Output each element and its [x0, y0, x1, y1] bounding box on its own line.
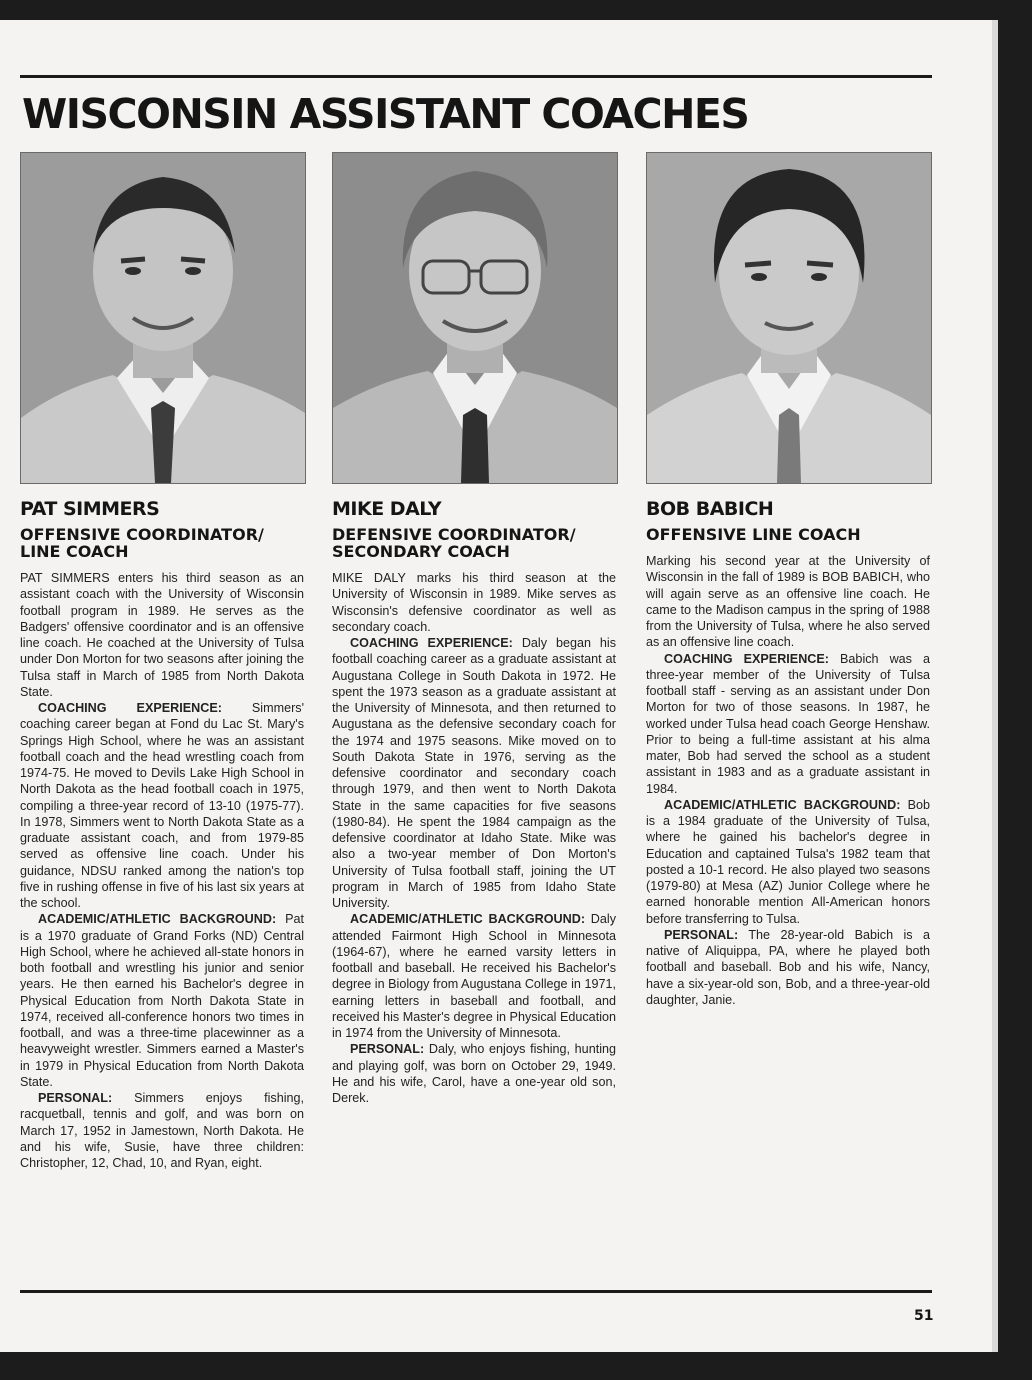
bio-intro: MIKE DALY marks his third season at the University of Wisconsin in 1989. Mike serves as Wisconsin's defensive coordinator as well as secondary coach. — [332, 571, 616, 634]
bio-coaching-label: COACHING EXPERIENCE: — [664, 651, 829, 666]
page-number: 51 — [914, 1308, 934, 1324]
coach-column-daly — [332, 152, 618, 1106]
bio-coaching-label: COACHING EXPERIENCE: — [38, 701, 222, 715]
bio-personal-label: PERSONAL: — [350, 1042, 425, 1057]
bio-academic-text: Daly attended Fairmont High School in Minnesota (1964-67), where he earned varsity letters in football and baseball. He received his Bachelor's degree in Biology from Augustana College in 1971, earning letters in baseball and football, and received his Master's degree in Physical Education in 1974 from the University of Minnesota. — [332, 912, 616, 1040]
bio-intro: Marking his second year at the University of Wisconsin in the fall of 1989 is BOB BABICH, who will again serve as an offensive line coach. He came to the Madison campus in the spring of 1988 from the University of Tulsa, where he also served as an offensive line coach. — [646, 554, 930, 650]
bio-academic-paragraph — [332, 911, 616, 1041]
bio-academic-label: ACADEMIC/ATHLETIC BACKGROUND: — [664, 797, 901, 812]
bio-intro: PAT SIMMERS enters his third season as an assistant coach with the University of Wisconsin football program in 1989. He serves as the Badgers' offensive coordinator and is an offensive line coach. He coached at the University of Tulsa under Don Morton for two seasons after joining the Tulsa staff in March of 1985 from North Dakota State. — [20, 571, 304, 699]
bio-personal-paragraph — [20, 1090, 304, 1171]
bio-personal-paragraph — [332, 1041, 616, 1106]
page-title: WISCONSIN ASSISTANT COACHES — [22, 90, 749, 138]
bio-academic-text: Bob is a 1984 graduate of the University of Tulsa, where he gained his bachelor's degree in Education and captained Tulsa's 1982 team that posted a 10-1 record. He also played two seasons (1979-80) at Mesa (AZ) Junior College where he earned honorable mention All-American honors before transferring to Tulsa. — [646, 797, 930, 926]
bio-personal-text: Simmers enjoys fishing, racquetball, tennis and golf, and was born on March 17, 1952 in Jamestown, North Dakota. He and his wife, Susie, have three children: Christopher, 12, Chad, 10, and Ryan, eight. — [20, 1091, 304, 1170]
coach-name: BOB BABICH — [646, 498, 774, 520]
coach-bio — [646, 553, 930, 1008]
coach-bio — [332, 570, 616, 1106]
top-rule — [20, 75, 932, 78]
coach-bio — [20, 570, 304, 1171]
bio-personal-label: PERSONAL: — [38, 1091, 113, 1105]
bio-coaching-paragraph — [332, 635, 616, 911]
bio-personal-paragraph — [646, 927, 930, 1008]
bio-coaching-label: COACHING EXPERIENCE: — [350, 636, 513, 650]
coach-name: MIKE DALY — [332, 498, 442, 520]
coach-column-babich — [646, 152, 932, 1008]
coach-photo-daly — [332, 152, 618, 484]
bio-coaching-paragraph — [20, 700, 304, 911]
coach-position: OFFENSIVE LINE COACH — [646, 525, 861, 544]
bio-academic-label: ACADEMIC/ATHLETIC BACKGROUND: — [38, 912, 277, 927]
bio-personal-text: Daly, who enjoys fishing, hunting and playing golf, was born on October 29, 1949. He and his wife, Carol, have a one-year old son, Derek. — [332, 1042, 616, 1105]
coach-column-simmers — [20, 152, 306, 1171]
bottom-rule — [20, 1290, 932, 1293]
page — [0, 20, 998, 1352]
coach-photo-babich — [646, 152, 932, 484]
bio-coaching-text: Daly began his football coaching career as a graduate assistant at Augustana College in South Dakota in 1972. He spent the 1973 season as a graduate assistant at the University of Minnesota, and then returned to Augustana as the defensive secondary coach for the 1974 and 1975 seasons. Mike moved on to South Dakota State in 1976, serving as the defensive coordinator and secondary coach through 1979, and then went to North Dakota State in the same capacities for five seasons (1980-84). He spent the 1984 campaign as the defensive coordinator at Idaho State. Mike was also a two-year member of Don Morton's University of Tulsa football staff, joining the UT program in March of 1985 from Idaho State University. — [332, 636, 616, 910]
coach-position: DEFENSIVE COORDINATOR/ SECONDARY COACH — [332, 525, 576, 561]
bio-academic-paragraph — [20, 911, 304, 1090]
bio-coaching-text: Babich was a three-year member of the University of Tulsa football staff - serving as an assistant under Don Morton for two of those seasons. In 1987, he worked under Tulsa head coach George Henshaw. Prior to being a full-time assistant at his alma mater, Bob had served the school as a student assistant in 1983 and as a graduate assistant in 1984. — [646, 651, 931, 796]
bio-coaching-paragraph — [646, 651, 930, 797]
bio-academic-text: Pat is a 1970 graduate of Grand Forks (ND) Central High School, where he achieved all-state honors in both football and wrestling his junior and senior years. He then earned his Bachelor's degree in Physical Education from North Dakota State in 1974, received all-conference honors two times in football, and was a three-time placewinner as a heavyweight wrestler. Simmers earned a Master's in 1979 in Physical Education from North Dakota State. — [20, 912, 305, 1089]
bio-personal-text: The 28-year-old Babich is a native of Aliquippa, PA, where he played both football and baseball. Bob and his wife, Nancy, have a six-year-old son, Bob, and a three-year-old daughter, Janie. — [646, 927, 930, 1007]
bio-coaching-text: Simmers' coaching career began at Fond du Lac St. Mary's Springs High School, where he was an assistant football coach and the head wrestling coach from 1974-75. He moved to Devils Lake High School in North Dakota as the head football coach in 1975, compiling a three-year record of 13-10 (1975-77). In 1978, Simmers went to North Dakota State as a graduate assistant coach, and from 1979-85 served as offensive line coach. Under his guidance, NDSU ranked among the nation's top five in rushing offense in five of his last six years at the school. — [20, 701, 304, 910]
bio-personal-label: PERSONAL: — [664, 927, 739, 942]
bio-academic-label: ACADEMIC/ATHLETIC BACKGROUND: — [350, 912, 586, 927]
bio-academic-paragraph — [646, 797, 930, 927]
coach-name: PAT SIMMERS — [20, 498, 160, 520]
coach-position: OFFENSIVE COORDINATOR/ LINE COACH — [20, 525, 264, 561]
coach-photo-simmers — [20, 152, 306, 484]
